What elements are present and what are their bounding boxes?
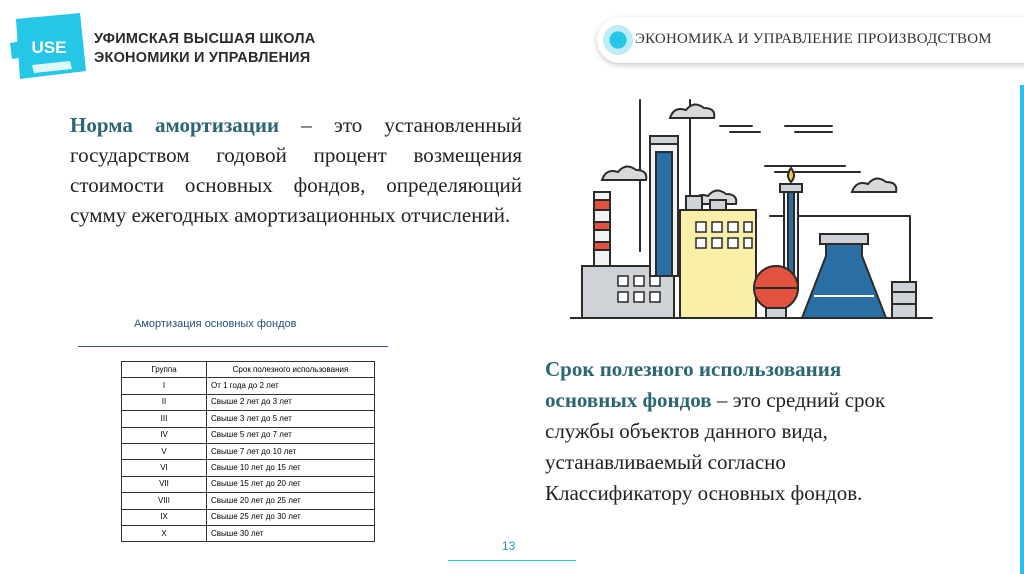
header-banner bbox=[597, 17, 1024, 63]
table-cell-group: I bbox=[122, 378, 207, 394]
table-cell-group: IX bbox=[122, 509, 207, 525]
table-row bbox=[122, 525, 375, 541]
table-cell-term: Свыше 7 лет до 10 лет bbox=[207, 443, 375, 459]
logo-mark-text: USE bbox=[31, 38, 67, 57]
table-cell-group: VII bbox=[122, 476, 207, 492]
table-row bbox=[122, 378, 375, 394]
table-cell-group: X bbox=[122, 525, 207, 541]
table-cell-group: VI bbox=[122, 460, 207, 476]
page-number: 13 bbox=[502, 539, 516, 553]
table-cell-term: Свыше 15 лет до 20 лет bbox=[207, 476, 375, 492]
table-cell-term: Свыше 10 лет до 15 лет bbox=[207, 460, 375, 476]
table-row bbox=[122, 427, 375, 443]
table-cell-group: V bbox=[122, 443, 207, 459]
table-cell-group: III bbox=[122, 411, 207, 427]
table-row bbox=[122, 509, 375, 525]
right-accent-bar bbox=[1020, 85, 1024, 574]
table-cell-term: Свыше 2 лет до 3 лет bbox=[207, 394, 375, 410]
definition-text: – это установленный государством годовой процент возмещения стоимости основных фондов, определяющий сумму ежегодных амортизационных отчислений. bbox=[70, 113, 522, 227]
table-cell-term: От 1 года до 2 лет bbox=[207, 378, 375, 394]
institution-name bbox=[94, 30, 315, 68]
table-cell-term: Свыше 30 лет bbox=[207, 525, 375, 541]
definition-text: – это средний срок службы объектов данного вида, устанавливаемый согласно Классификатору основных фондов. bbox=[545, 388, 886, 505]
definition-useful-life bbox=[545, 354, 930, 509]
table-cell-term: Свыше 20 лет до 25 лет bbox=[207, 493, 375, 509]
table-row bbox=[122, 460, 375, 476]
table-caption-rule bbox=[78, 346, 388, 347]
depreciation-table bbox=[121, 361, 375, 542]
table-row bbox=[122, 411, 375, 427]
table-header-group: Группа bbox=[122, 362, 207, 378]
table-row bbox=[122, 493, 375, 509]
definition-term: Срок полезного использования основных фондов bbox=[545, 357, 842, 412]
table-cell-term: Свыше 5 лет до 7 лет bbox=[207, 427, 375, 443]
factory-illustration-icon bbox=[570, 96, 935, 326]
definition-depreciation-rate bbox=[70, 110, 522, 230]
use-logo-icon bbox=[10, 13, 88, 79]
table-cell-term: Свыше 25 лет до 30 лет bbox=[207, 509, 375, 525]
table-header-row bbox=[122, 362, 375, 378]
page-number-rule bbox=[448, 560, 576, 561]
table-cell-group: II bbox=[122, 394, 207, 410]
table-cell-term: Свыше 3 лет до 5 лет bbox=[207, 411, 375, 427]
header-dot-icon bbox=[603, 25, 633, 55]
table-row bbox=[122, 476, 375, 492]
institution-name-line1: УФИМСКАЯ ВЫСШАЯ ШКОЛА bbox=[94, 31, 316, 47]
institution-name-line2: ЭКОНОМИКИ И УПРАВЛЕНИЯ bbox=[94, 50, 311, 66]
table-caption: Амортизация основных фондов bbox=[134, 318, 297, 330]
table-header-term: Срок полезного использования bbox=[207, 362, 375, 378]
table-cell-group: VIII bbox=[122, 493, 207, 509]
definition-term: Норма амортизации bbox=[70, 113, 280, 137]
header-title: ЭКОНОМИКА И УПРАВЛЕНИЕ ПРОИЗВОДСТВОМ bbox=[635, 31, 992, 47]
table-row bbox=[122, 443, 375, 459]
table-cell-group: IV bbox=[122, 427, 207, 443]
table-row bbox=[122, 394, 375, 410]
